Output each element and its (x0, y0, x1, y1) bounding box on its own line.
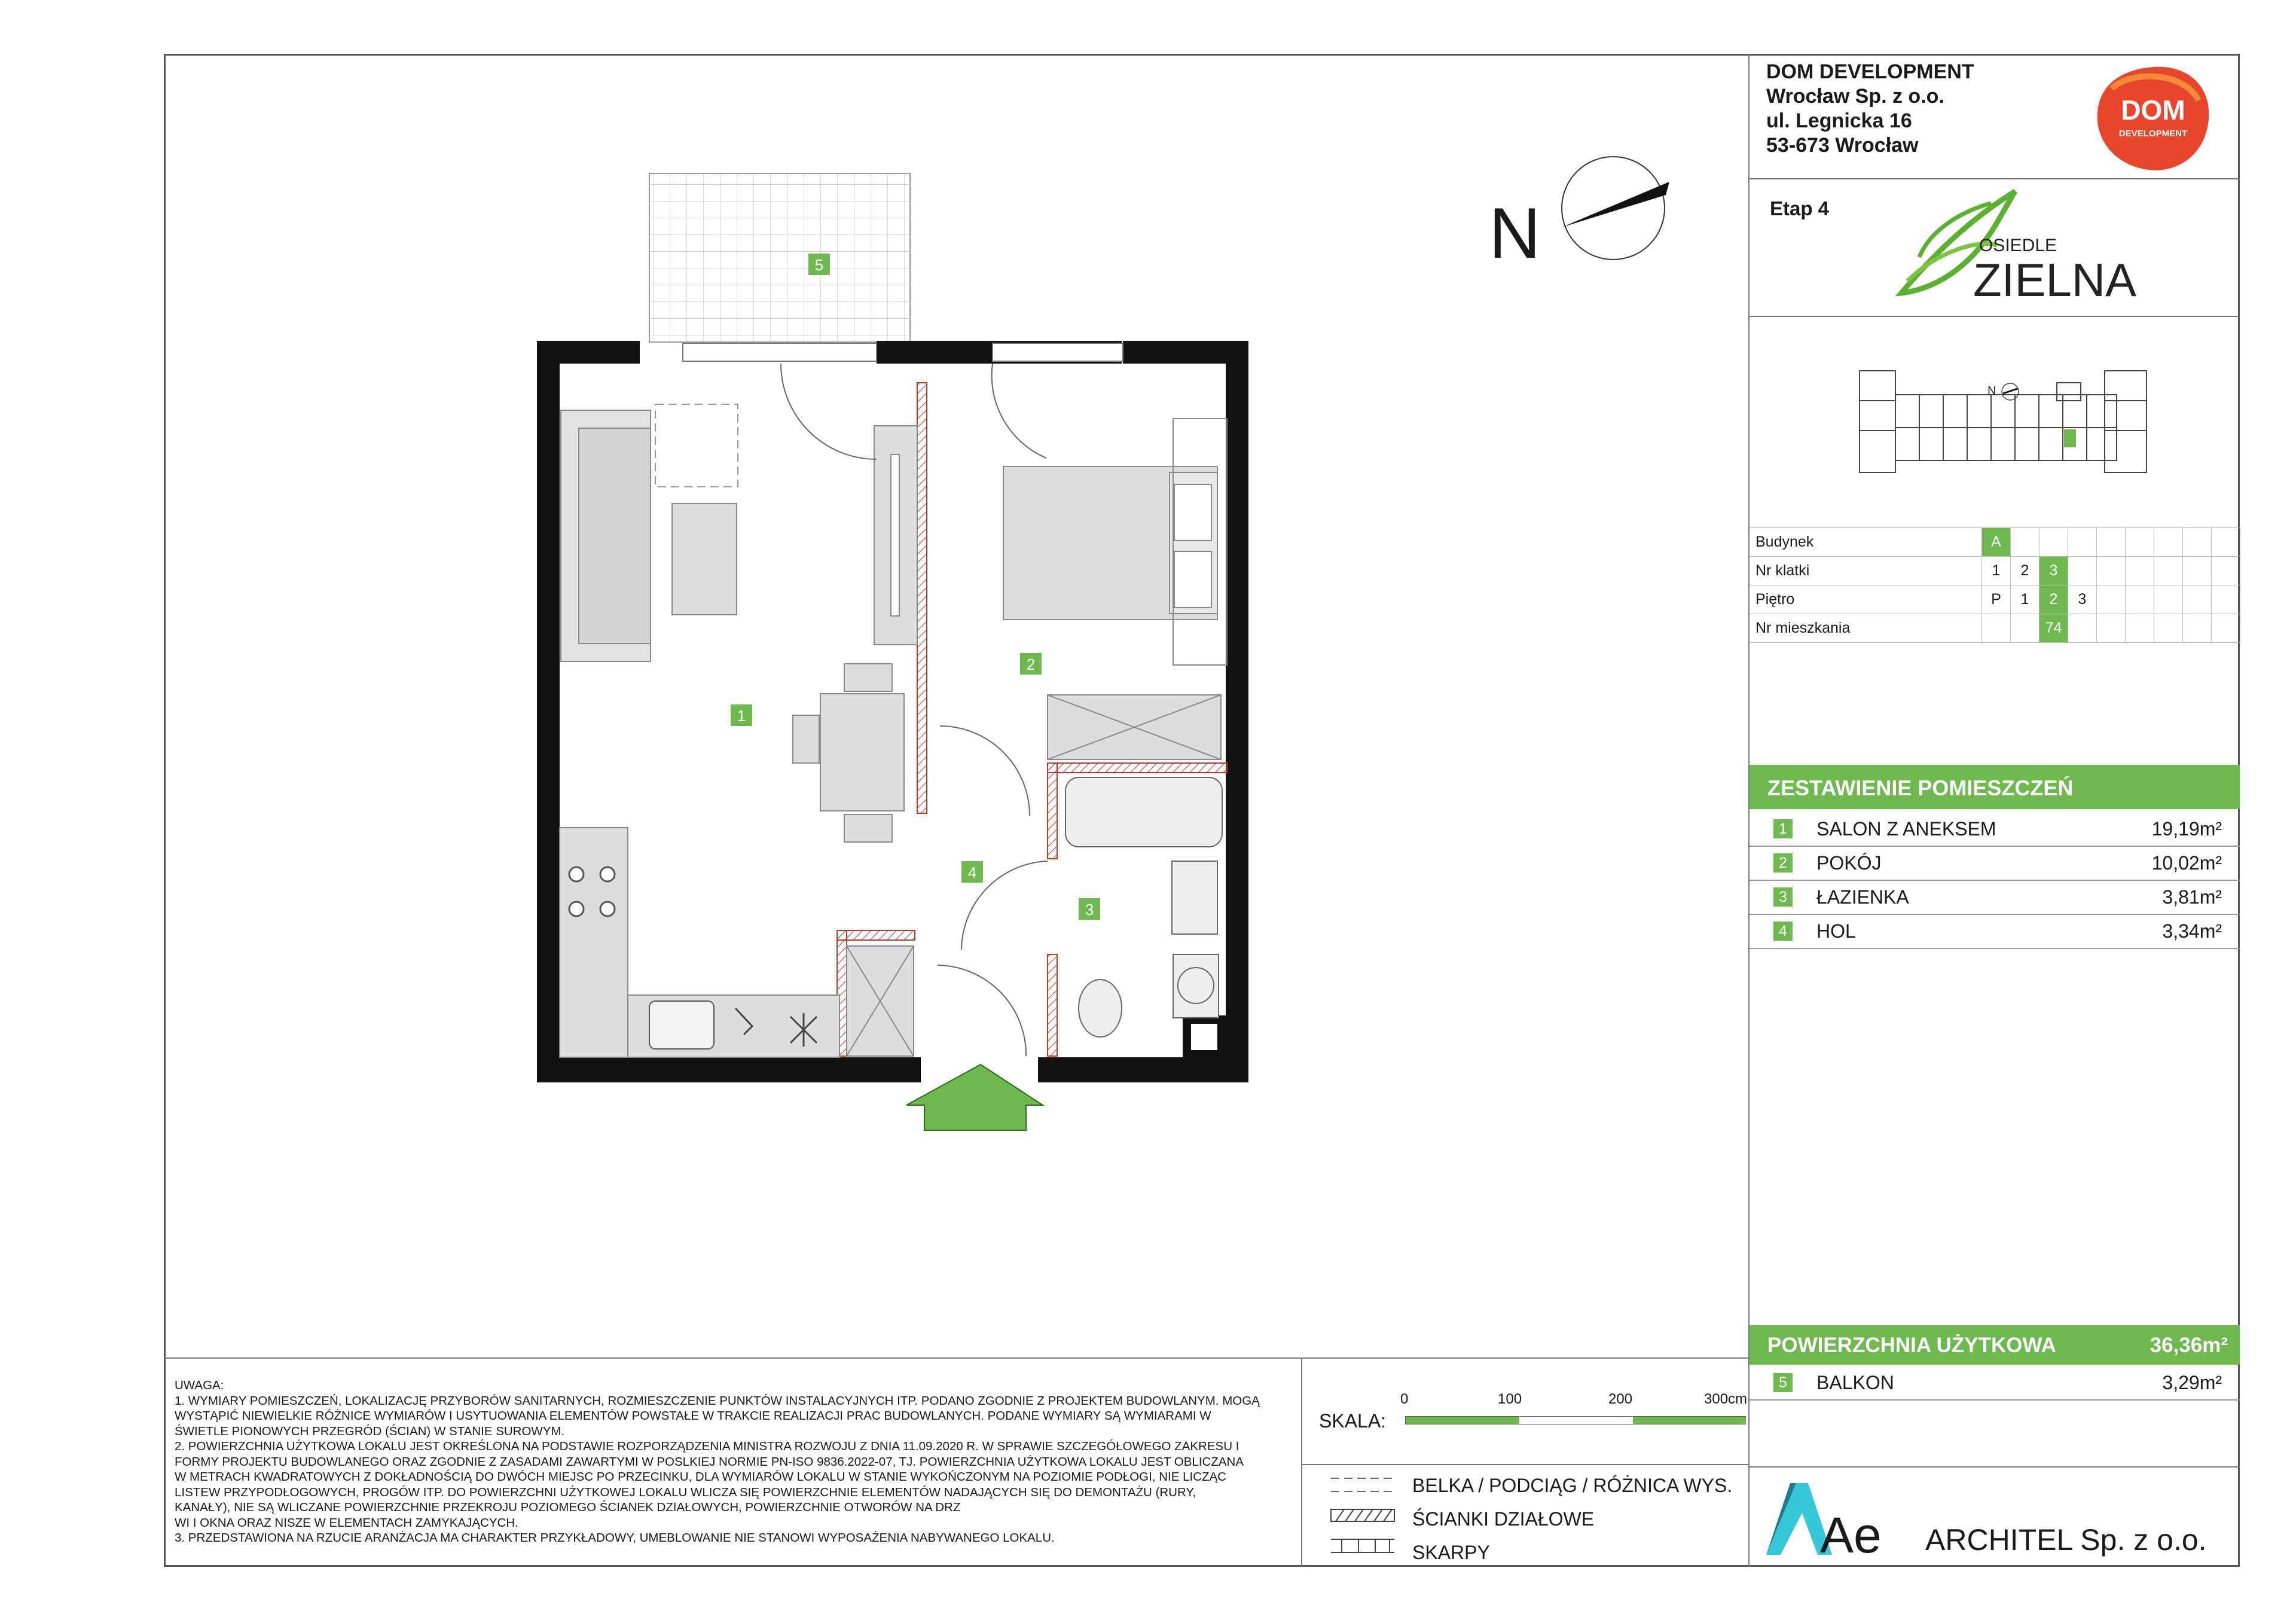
info-cell (2097, 528, 2126, 557)
company-address: ul. Legnicka 16 (1766, 109, 1912, 132)
hatch-icon (1331, 1509, 1394, 1521)
toilet (1079, 980, 1122, 1037)
scale-bar (1405, 1416, 1746, 1424)
room-name: POKÓJ (1816, 852, 1882, 874)
info-cell (2097, 614, 2126, 643)
info-row (1750, 614, 2240, 643)
info-cell: 1 (1982, 557, 2011, 585)
info-row-label: Piętro (1750, 585, 1982, 614)
info-cell (2154, 614, 2183, 643)
scale-tick: 100 (1498, 1391, 1522, 1407)
beam-outline (655, 404, 738, 487)
divider (1301, 1464, 1750, 1465)
note-line: LISTEW PRZYPODŁOGOWYCH, PROGÓW ITP. DO POWIERZCHNI UŻYTKOWEJ LOKALU WLICZA SIĘ POWIERZCHNIE ELEMENTÓW NADAJĄCYCH SIĘ DO DEMONTAŻU (RURY, (175, 1485, 1196, 1499)
room-row (1750, 914, 2240, 949)
balcony-row (1750, 1366, 2240, 1401)
sill-icon (1331, 1539, 1394, 1552)
info-cell (2011, 528, 2039, 557)
logo-text-osiedle: OSIEDLE (1979, 236, 2057, 255)
room-area: 19,19m² (2151, 818, 2222, 840)
building-key-map (1854, 359, 2152, 484)
bed (1003, 419, 1227, 665)
room-name: HOL (1816, 920, 1856, 942)
info-cell (2154, 528, 2183, 557)
legend-text-partition: ŚCIANKI DZIAŁOWE (1412, 1508, 1595, 1530)
room-row (1750, 812, 2240, 847)
tag-balcony: 5 (814, 256, 824, 274)
divider (164, 1357, 1750, 1359)
note-line: KANAŁY), NIE SĄ WLICZANE POWIERZCHNIE PRZEKROJU POZIOMEGO ŚCIANEK DZIAŁOWYCH, POWIERZCHNIE OTWORÓW NA DRZ (175, 1500, 961, 1514)
dom-development-logo (2094, 65, 2212, 173)
room-name: ŁAZIENKA (1816, 886, 1909, 908)
info-cell: P (1982, 585, 2011, 614)
balcony-area (649, 173, 910, 342)
bathtub (1065, 777, 1222, 847)
info-cell (2126, 585, 2154, 614)
note-line: FORMY PROJEKTU BUDOWLANEGO ORAZ ZGODNIE Z ZASADAMI ZAWARTYMI W POSLKIEJ NORMIE PN-ISO 9836.2022-07, TJ. POWIERZCHNIA UŻYTKOWA LOKALU JEST OBLICZANA (175, 1454, 1244, 1469)
dining-table (793, 664, 904, 842)
note-line: W METRACH KWADRATOWYCH Z DOKŁADNOŚCIĄ DO DWÓCH MIEJSC PO PRZECINKU, DLA WYMIARÓW LOKALU W STANIE WYKOŃCZONYM NA POZIOMIE PODŁOGI, NIE LICZĄC (175, 1470, 1226, 1484)
scale-tick: 0 (1400, 1391, 1409, 1407)
scale-tick: 300cm (1704, 1391, 1748, 1407)
note-line: 1. WYMIARY POMIESZCZEŃ, LOKALIZACJĘ PRZYBORÓW SANITARNYCH, ROZMIESZCZENIE PUNKTÓW INSTALACYJNYCH ITP. PODANO ZGODNIE Z PROJEKTEM BUDOWLANYM. MOGĄ (175, 1393, 1260, 1408)
info-cell: A (1982, 528, 2011, 557)
info-cell (2212, 614, 2240, 643)
legend-text-beam: BELKA / PODCIĄG / RÓŻNICA WYS. (1412, 1475, 1733, 1496)
room-number: 1 (1773, 819, 1793, 838)
compass-icon (1561, 144, 1674, 269)
scale-segment (1633, 1417, 1746, 1424)
info-cell (2154, 557, 2183, 585)
floor-plan (532, 167, 1262, 1160)
washbasin (1172, 861, 1217, 934)
stage-label: Etap 4 (1770, 197, 1830, 219)
info-cell (2011, 614, 2039, 643)
legend-icons (1330, 1475, 1396, 1558)
room-number: 4 (1773, 922, 1793, 941)
balcony-name: BALKON (1816, 1372, 1894, 1393)
info-cell: 2 (2011, 557, 2039, 585)
sofa (561, 410, 651, 661)
tag-living-room: 1 (737, 707, 746, 725)
company-line2: Wrocław Sp. z o.o. (1766, 85, 1944, 108)
total-area-bar (1750, 1325, 2240, 1365)
info-row (1750, 528, 2240, 557)
rooms-header (1750, 765, 2240, 809)
info-cell (2126, 528, 2154, 557)
note-line: ŚWIETLE PIONOWYCH PRZEGRÓD (ŚCIAN) W STANIE SUROWYM. (175, 1424, 565, 1438)
tv-unit (874, 426, 917, 645)
tag-bedroom: 2 (1026, 655, 1036, 673)
info-cell (2039, 528, 2068, 557)
info-cell: 3 (2068, 585, 2097, 614)
note-line: 3. PRZEDSTAWIONA NA RZUCIE ARANŻACJA MA CHARAKTER PRZYKŁADOWY, UMEBLOWANIE NIE STANOWI WYPOSAŻENIA NABYWANEGO LOKALU. (175, 1531, 1055, 1545)
room-area: 3,34m² (2162, 920, 2222, 942)
info-cell (2097, 557, 2126, 585)
note-line: 2. POWIERZCHNIA UŻYTKOWA LOKALU JEST OKREŚLONA NA PODSTAWIE ROZPORZĄDZENIA MINISTRA ROZWOJU Z DNIA 11.09.2020 R. W SPRAWIE SZCZEGÓŁOWEGO ZAKRESU I (175, 1439, 1239, 1453)
architel-logo-text: Ae (1820, 1507, 1882, 1563)
rooms-header-title: ZESTAWIENIE POMIESZCZEŃ (1767, 776, 2074, 800)
total-area-value: 36,36m² (2150, 1334, 2228, 1357)
info-cell: 1 (2011, 585, 2039, 614)
scale-label: SKALA: (1319, 1410, 1387, 1432)
scale-tick: 200 (1608, 1391, 1633, 1407)
keymap-north-label: N (1987, 385, 1996, 398)
divider (1748, 178, 2240, 179)
note-line: WI I OKNA ORAZ NISZE W ELEMENTACH ZAMYKAJĄCYCH. (175, 1515, 518, 1530)
logo-text-dom: DOM (2121, 94, 2185, 126)
info-row (1750, 585, 2240, 614)
room-name: SALON Z ANEKSEM (1816, 818, 1996, 840)
company-city: 53-673 Wrocław (1766, 134, 1919, 157)
total-area-label: POWIERZCHNIA UŻYTKOWA (1767, 1334, 2056, 1357)
info-cell (2126, 557, 2154, 585)
architel-logo (1760, 1477, 1904, 1561)
sink-icon (649, 1001, 714, 1049)
info-cell (2154, 585, 2183, 614)
scale-segment (1406, 1417, 1519, 1424)
info-cell (2212, 528, 2240, 557)
info-cell (2183, 614, 2212, 643)
note-line: WYSTĄPIĆ NIEWIELKIE RÓŻNICE WYMIARÓW I USYTUOWANIA ELEMENTÓW POWSTAŁE W TRAKCIE REALIZACJI PRAC BUDOWLANYCH. PODANE WYMIARY SĄ WYMIARAMI W (175, 1409, 1211, 1423)
room-area: 3,81m² (2162, 886, 2222, 908)
apartment-info-table (1750, 527, 2240, 643)
info-cell: 2 (2039, 585, 2068, 614)
balcony-number: 5 (1773, 1373, 1793, 1392)
room-area: 10,02m² (2151, 852, 2222, 874)
info-cell (2183, 585, 2212, 614)
info-cell (2068, 528, 2097, 557)
info-row-label: Nr klatki (1750, 557, 1982, 585)
info-cell (2183, 528, 2212, 557)
info-cell (2068, 557, 2097, 585)
balcony-area: 3,29m² (2162, 1372, 2222, 1393)
info-cell (2068, 614, 2097, 643)
osiedle-zielna-logo (1895, 185, 2137, 311)
compass-north-label: N (1489, 193, 1541, 273)
company-name: DOM DEVELOPMENT (1766, 60, 1974, 83)
divider (1748, 316, 2240, 317)
info-cell: 3 (2039, 557, 2068, 585)
legend-text-sill: SKARPY (1412, 1542, 1490, 1563)
dashed-line-icon (1331, 1478, 1394, 1491)
tag-hall: 4 (967, 864, 977, 881)
architect-name: ARCHITEL Sp. z o.o. (1925, 1523, 2207, 1557)
info-row (1750, 557, 2240, 585)
info-cell: 74 (2039, 614, 2068, 643)
room-row (1750, 846, 2240, 881)
info-cell (1982, 614, 2011, 643)
logo-text-zielna: ZIELNA (1973, 254, 2137, 306)
room-number: 2 (1773, 853, 1793, 872)
coffee-table (672, 504, 737, 615)
company-block (1766, 60, 1974, 158)
room-number: 3 (1773, 887, 1793, 907)
apartment-highlight (2064, 429, 2076, 447)
info-cell (2183, 557, 2212, 585)
logo-text-development: DEVELOPMENT (2118, 129, 2188, 139)
info-cell (2212, 557, 2240, 585)
info-cell (2212, 585, 2240, 614)
info-cell (2097, 585, 2126, 614)
room-row (1750, 880, 2240, 915)
info-row-label: Budynek (1750, 528, 1982, 557)
info-cell (2126, 614, 2154, 643)
info-row-label: Nr mieszkania (1750, 614, 1982, 643)
entrance-arrow-icon (906, 1064, 1043, 1130)
divider (1748, 1466, 2240, 1468)
note-line: UWAGA: (175, 1378, 224, 1392)
notes-block (175, 1378, 1293, 1546)
divider (1301, 1357, 1302, 1567)
washing-machine (1173, 954, 1219, 1018)
tag-bathroom: 3 (1085, 901, 1094, 919)
